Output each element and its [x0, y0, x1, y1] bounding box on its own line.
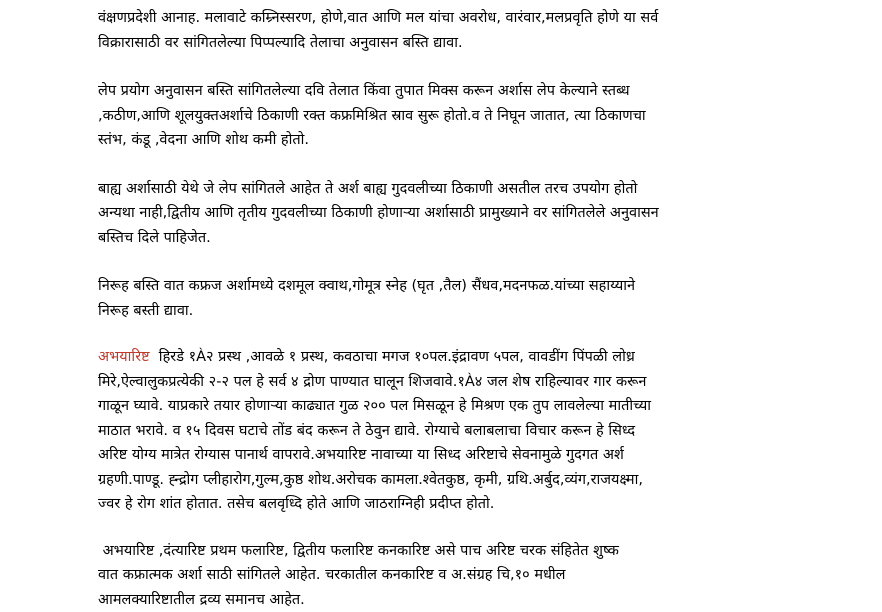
text-line: आमलक्यारिष्टातील द्रव्य समानच आहेत. — [98, 588, 792, 612]
text-line: अभयारिष्ट ,दंत्यारिष्ट प्रथम फलारिष्ट, द्वितीय फलारिष्ट कनकारिष्ट असे पाच अरिष्ट चरक संहितेत शुष्क — [98, 539, 792, 564]
text-line: स्तंभ, कंडू ,वेदना आणि शोथ कमी होतो. — [98, 128, 792, 153]
paragraph-lep-prayog — [98, 79, 792, 153]
text-line: वात कफ्रात्मक अर्शा साठी सांगितले आहेत. चरकातील कनकारिष्ट व अ.संग्रह चि,१० मधील — [98, 563, 792, 588]
text-line: वंक्षणप्रदेशी आनाह. मलावाटे कम्र्निस्सरण, होणे,वात आणि मल यांचा अवरोध, वारंवार,मलप्रवृति होणे या सर्व — [98, 6, 792, 31]
paragraph-bahya-arsha — [98, 177, 792, 251]
text-line: निरूह बस्ति वात कफ्रज अर्शामध्ये दशमूल क्वाथ,गोमूत्र स्नेह (घृत ,तैल) सैंधव,मदनफळ.यांच्या सहाय्याने — [98, 274, 792, 299]
text-line: अन्यथा नाही,द्वितीय आणि तृतीय गुदवलीच्या ठिकाणी होणाऱ्या अर्शासाठी प्रामुख्याने वर सांगितलेले अनुवासन — [98, 201, 792, 226]
paragraph-niruha-basti — [98, 274, 792, 323]
text-line: ,कठीण,आणि शूलयुक्तअर्शाचे ठिकाणी रक्त कफ्रमिश्रित स्राव सुरू होतो.व ते निघून जातात, त्या ठिकाणचा — [98, 104, 792, 129]
paragraph-anuvasan-basti — [98, 6, 792, 55]
paragraph-arishta-list — [98, 539, 792, 612]
paragraph-abhayarishta — [98, 345, 792, 517]
text-line: गाळून घ्यावे. याप्रकारे तयार होणाऱ्या काढ्यात गुळ २०० पल मिसळून हे मिश्रण एक तुप लावलेल्या मातीच्या — [98, 394, 792, 419]
text-line: मिरे,ऐल्वालुकप्रत्येकी २-२ पल हे सर्व ४ द्रोण पाण्यात घालून शिजवावे.१À४ जल शेष राहिल्यावर गार करून — [98, 370, 792, 395]
text-line: माठात भरावे. व १५ दिवस घटाचे तोंड बंद करून ते ठेवुन द्यावे. रोग्याचे बलाबलाचा विचार करून हे सिध्द — [98, 419, 792, 444]
text-line-first — [98, 345, 792, 370]
text-line: अरिष्ट योग्य मात्रेत रोग्यास पानार्थ वापरावे.अभयारिष्ट नावाच्या या सिध्द अरिष्टाचे सेवनामुळे गुदगत अर्श — [98, 443, 792, 468]
text-line: बस्तिच दिले पाहिजेत. — [98, 226, 792, 251]
text-line-first-rest: हिरडे १À२ प्रस्थ ,आवळे १ प्रस्थ, कवठाचा मगज १०पल.इंद्रावण ५पल, वावडींग पिंपळी लोध्र — [150, 349, 635, 365]
text-line: बाह्य अर्शासाठी येथे जे लेप सांगितले आहेत ते अर्श बाह्य गुदवलीच्या ठिकाणी असतील तरच उपयोग होतो — [98, 177, 792, 202]
text-line: निरूह बस्ती द्यावा. — [98, 299, 792, 324]
document-page — [98, 6, 792, 612]
text-line: ज्वर हे रोग शांत होतात. तसेच बलवृध्दि होते आणि जाठराग्निही प्रदीप्त होतो. — [98, 492, 792, 517]
text-line: विक्रारासाठी वर सांगितलेल्या पिप्पल्यादि तेलाचा अनुवासन बस्ति द्यावा. — [98, 31, 792, 56]
text-line: लेप प्रयोग अनुवासन बस्ति सांगितलेल्या दवि तेलात किंवा तुपात मिक्स करून अर्शास लेप केल्याने स्तब्ध — [98, 79, 792, 104]
section-heading-abhayarishta: अभयारिष्ट — [98, 349, 150, 365]
text-line: ग्रहणी.पाण्डू. ह्न्द्रोग प्लीहारोग,गुल्म,कुष्ठ शोथ.अरोचक कामला.श्वेतकुष्ठ, कृमी, ग्रथि.अर्बुद,व्यंग,राजयक्ष्मा, — [98, 468, 792, 493]
